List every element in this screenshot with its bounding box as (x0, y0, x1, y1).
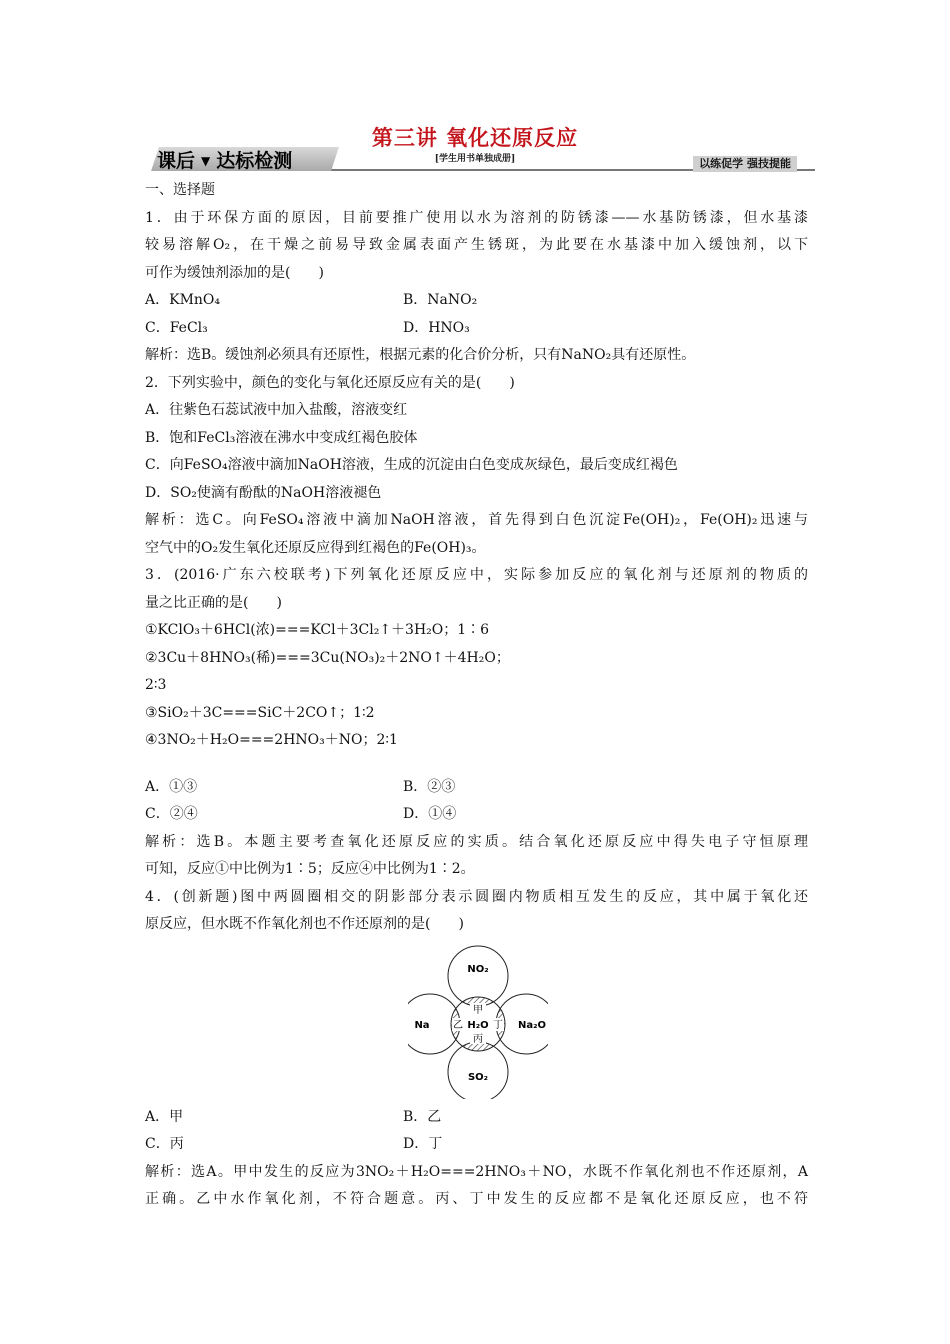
q1-option-b: B．NaNO₂ (403, 292, 478, 308)
q4-option-a: A．甲 (145, 1108, 184, 1125)
q4-stem-line-1: 4．(创新题)图中两圆圈相交的阴影部分表示圆圈内物质相互发生的反应，其中属于氧化还 (145, 888, 808, 905)
q2-stem: 2．下列实验中，颜色的变化与氧化还原反应有关的是( ) (145, 374, 515, 391)
q4-options-row-1 (145, 1104, 808, 1132)
q3-stem-line-1: 3．(2016·广东六校联考)下列氧化还原反应中，实际参加反应的氧化剂与还原剂的物质的 (145, 567, 808, 583)
q1-answer: 解析：选B。缓蚀剂必须具有还原性，根据元素的化合价分析，只有NaNO₂具有还原性。 (145, 347, 696, 363)
q2-option-b: B．饱和FeCl₃溶液在沸水中变成红褐色胶体 (145, 429, 418, 446)
q4-answer-line-2: 正确。乙中水作氧化剂，不符合题意。丙、丁中发生的反应都不是氧化还原反应，也不符 (145, 1191, 808, 1207)
q4-option-c: C．丙 (145, 1136, 184, 1152)
q1-stem-line-2: 较易溶解O₂，在干燥之前易导致金属表面产生锈斑，为此要在水基漆中加入缓蚀剂，以下 (145, 237, 808, 253)
q2-answer-line-1: 解析：选C。向FeSO₄溶液中滴加NaOH溶液，首先得到白色沉淀Fe(OH)₂，Fe(OH)₂迅速与 (145, 512, 808, 528)
page-subtitle: [学生用书单独成册] (434, 154, 516, 164)
q4-figure (145, 939, 808, 1104)
diagram-label-right: Na₂O (518, 1019, 546, 1031)
q4-option-b: B．乙 (403, 1108, 442, 1125)
page-title: 第三讲 氧化还原反应 (371, 126, 579, 150)
diagram-label-top: NO₂ (467, 963, 489, 975)
q3-options-row-2 (145, 801, 808, 829)
q4-stem-line-2: 原反应，但水既不作氧化剂也不作还原剂的是( ) (145, 916, 464, 932)
q1-option-c: C．FeCl₃ (145, 319, 208, 336)
q1-options-row-1 (145, 287, 808, 315)
diagram-label-left: Na (414, 1019, 430, 1031)
q3-option-c: C．②④ (145, 806, 198, 822)
triangle-down-icon: ▼ (201, 154, 211, 168)
banner-right-label: 以练促学 强技提能 (693, 156, 797, 172)
q3-item-4: ④3NO₂＋H₂O===2HNO₃＋NO；2∶1 (145, 732, 398, 748)
q3-item-2: ②3Cu＋8HNO₃(稀)===3Cu(NO₃)₂＋2NO↑＋4H₂O； (145, 649, 510, 666)
q3-stem-line-2: 量之比正确的是( ) (145, 594, 282, 611)
diagram-label-yi: 乙 (453, 1019, 463, 1031)
diagram-label-center: H₂O (467, 1019, 489, 1031)
diagram-label-jia: 甲 (473, 1004, 483, 1016)
q2-option-a: A．往紫色石蕊试液中加入盐酸，溶液变红 (145, 402, 408, 418)
diagram-label-bottom: SO₂ (467, 1071, 489, 1083)
q1-stem-line-1: 1．由于环保方面的原因，目前要推广使用以水为溶剂的防锈漆——水基防锈漆，但水基漆 (145, 209, 808, 226)
q2-answer-line-2: 空气中的O₂发生氧化还原反应得到红褐色的Fe(OH)₃。 (145, 539, 486, 556)
q1-option-a: A．KMnO₄ (145, 292, 221, 308)
q1-stem-line-3: 可作为缓蚀剂添加的是( ) (145, 264, 324, 281)
q3-option-a: A．①③ (145, 778, 198, 795)
q3-item-3: ③SiO₂＋3C===SiC＋2CO↑；1∶2 (145, 704, 375, 721)
section-heading: 一、选择题 (145, 182, 215, 198)
q3-item-2-ratio: 2∶3 (145, 677, 167, 693)
document-body (145, 177, 808, 1214)
q3-option-b: B．②③ (403, 778, 456, 795)
q4-answer-line-1: 解析：选A。甲中发生的反应为3NO₂＋H₂O===2HNO₃＋NO，水既不作氧化剂也不作还原剂，A (145, 1163, 808, 1180)
spacer (145, 755, 808, 774)
q1-option-d: D．HNO₃ (403, 319, 470, 336)
q3-answer-line-2: 可知，反应①中比例为1∶5；反应④中比例为1∶2。 (145, 861, 475, 877)
q3-item-1: ①KClO₃＋6HCl(浓)===KCl＋3Cl₂↑＋3H₂O；1∶6 (145, 622, 490, 638)
q1-options-row-2 (145, 315, 808, 343)
q4-option-d: D．丁 (403, 1136, 443, 1152)
q3-option-d: D．①④ (403, 806, 457, 822)
q3-answer-line-1: 解析：选B。本题主要考查氧化还原反应的实质。结合氧化还原反应中得失电子守恒原理 (145, 833, 808, 850)
diagram-label-ding: 丁 (493, 1019, 503, 1031)
q4-options-row-2 (145, 1131, 808, 1159)
diagram-label-bing: 丙 (473, 1033, 483, 1045)
banner-label-check: 达标检测 (216, 150, 293, 172)
q2-option-d: D．SO₂使滴有酚酞的NaOH溶液褪色 (145, 484, 382, 501)
q2-option-c: C．向FeSO₄溶液中滴加NaOH溶液，生成的沉淀由白色变成灰绿色，最后变成红褐色 (145, 457, 678, 473)
venn-diagram (408, 944, 548, 1099)
q3-options-row-1 (145, 774, 808, 802)
banner-label-after-class: 课后 (157, 150, 196, 172)
